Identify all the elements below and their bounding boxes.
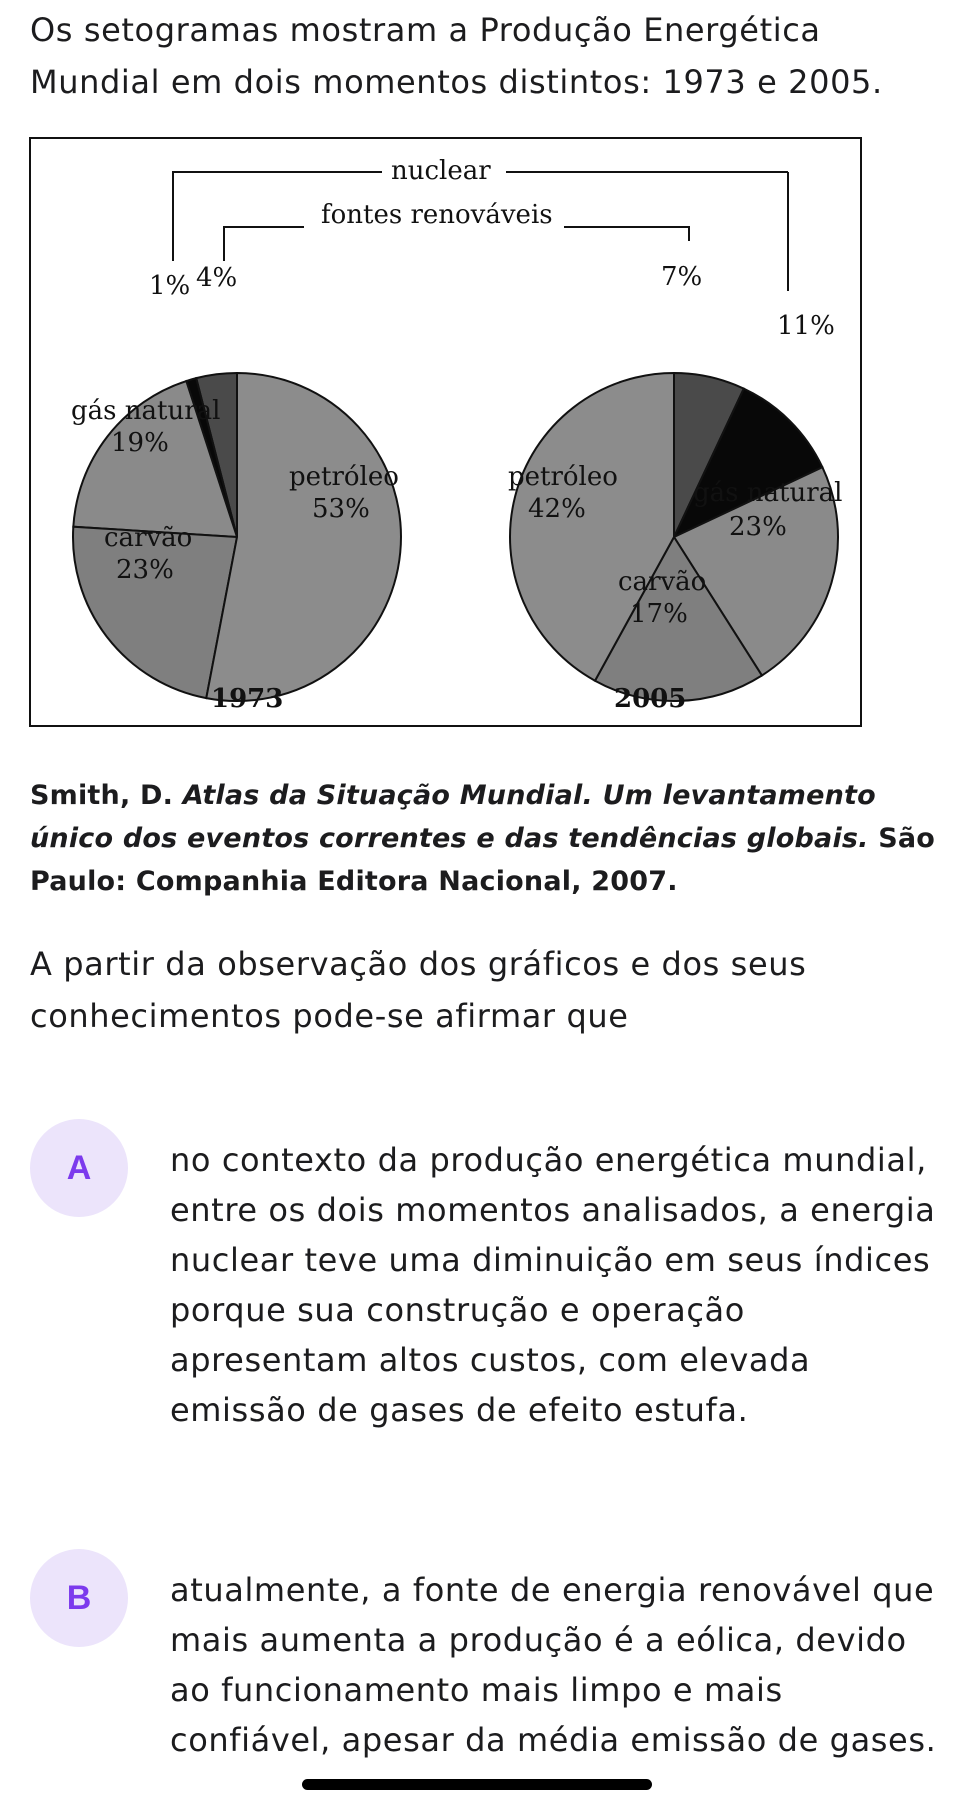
renovaveis-bracket [224,227,304,261]
option-a-text: no contexto da produção energética mundial, entre os dois momentos analisados, a energia nuclear teve uma diminuição em seus índices porque sua construção e operação apresentam altos custos, com elevada emissão de gases de efeito estufa. [170,1141,936,1429]
energy-pie-charts-figure [29,137,862,727]
label-2005-gas-name: gás natural [693,478,843,508]
option-a[interactable] [30,1119,950,1499]
label-1973-petroleo-name: petróleo [289,462,399,492]
intro-text: Os setogramas mostram a Produção Energética Mundial em dois momentos distintos: 1973 e 2005. [30,11,883,101]
source-publisher: São Paulo: Companhia Editora Nacional, 2007. [30,823,936,897]
source-title: Atlas da Situação Mundial. Um levantamento único dos eventos correntes e das tendências globais. [30,780,876,854]
option-b-text: atualmente, a fonte de energia renovável que mais aumenta a produção é a eólica, devido ao funcionamento mais limpo e mais confiável, apesar da média emissão de gases. [170,1571,937,1759]
question-text: A partir da observação dos gráficos e dos seus conhecimentos pode-se afirmar que [30,945,807,1035]
home-indicator[interactable] [302,1779,652,1790]
label-1973-gas-name: gás natural [71,396,221,426]
label-1973-carvao-pct: 23% [116,555,174,585]
label-2005-renov-pct: 7% [661,262,703,292]
pie-2005 [510,373,838,701]
option-a-badge[interactable]: A [30,1119,128,1217]
source-citation [30,774,950,903]
pie-charts-svg [31,139,860,725]
label-2005-carvao-pct: 17% [630,599,688,629]
label-1973-nuclear-pct: 1% [149,271,191,301]
label-1973-carvao-name: carvão [104,523,193,553]
label-2005-gas-pct: 23% [729,512,787,542]
label-2005-nuclear-pct: 11% [777,311,835,341]
label-1973-renov-pct: 4% [196,263,238,293]
label-1973-year: 1973 [211,684,284,714]
label-1973-petroleo-pct: 53% [312,494,370,524]
renovaveis-bracket-right [564,227,689,241]
label-2005-petroleo-name: petróleo [508,462,618,492]
label-2005-year: 2005 [614,684,687,714]
option-b-badge[interactable]: B [30,1549,128,1647]
source-author: Smith, D. [30,780,183,811]
label-2005-petroleo-pct: 42% [528,494,586,524]
label-2005-carvao-name: carvão [618,567,707,597]
option-b[interactable] [30,1549,950,1817]
label-1973-gas-pct: 19% [111,428,169,458]
label-nuclear: nuclear [391,156,491,186]
label-fontes-renovaveis: fontes renováveis [321,200,553,230]
